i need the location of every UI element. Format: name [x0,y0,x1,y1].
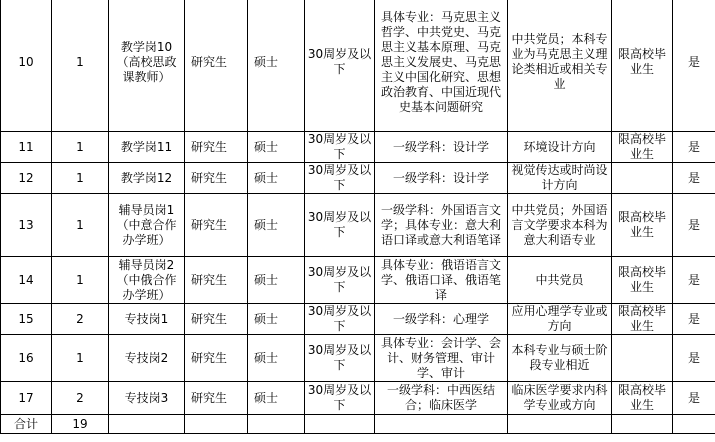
major-requirement: 具体专业：俄语语言文学、俄语口译、俄语笔译 [375,257,508,304]
degree-cell: 硕士 [248,163,305,194]
education-cell: 研究生 [185,257,248,304]
post-name: 专技岗3 [109,382,185,415]
post-name: 辅导员岗2（中俄合作办学班） [109,257,185,304]
table-row [1,194,715,257]
age-requirement: 30周岁及以下 [305,194,375,257]
candidate-source [612,335,673,382]
age-requirement: 30周岁及以下 [305,163,375,194]
position-count: 2 [52,304,109,335]
education-cell: 研究生 [185,335,248,382]
position-count: 1 [52,0,109,132]
row-number: 12 [1,163,52,194]
other-requirement: 中共党员 [508,257,612,304]
degree-cell: 硕士 [248,194,305,257]
other-requirement: 视觉传达或时尚设计方向 [508,163,612,194]
post-name: 教学岗10（高校思政课教师） [109,0,185,132]
position-count: 1 [52,194,109,257]
education-cell: 研究生 [185,304,248,335]
row-number: 15 [1,304,52,335]
major-requirement: 一级学科：设计学 [375,132,508,163]
flag-cell: 是 [673,257,715,304]
empty-cell [673,415,715,434]
major-requirement: 一级学科：设计学 [375,163,508,194]
row-number: 11 [1,132,52,163]
age-requirement: 30周岁及以下 [305,257,375,304]
degree-cell: 硕士 [248,304,305,335]
table-row [1,382,715,415]
other-requirement: 中共党员；外国语言文学要求本科为意大利语专业 [508,194,612,257]
other-requirement: 中共党员；本科专业为马克思主义理论类相近或相关专业 [508,0,612,132]
row-number: 16 [1,335,52,382]
table-row [1,132,715,163]
post-name: 教学岗12 [109,163,185,194]
major-requirement: 一级学科：心理学 [375,304,508,335]
age-requirement: 30周岁及以下 [305,304,375,335]
position-count: 1 [52,132,109,163]
position-count: 1 [52,163,109,194]
education-cell: 研究生 [185,132,248,163]
degree-cell: 硕士 [248,335,305,382]
empty-cell [248,415,305,434]
empty-cell [185,415,248,434]
degree-cell: 硕士 [248,132,305,163]
flag-cell: 是 [673,304,715,335]
other-requirement: 应用心理学专业或方向 [508,304,612,335]
education-cell: 研究生 [185,194,248,257]
flag-cell: 是 [673,163,715,194]
candidate-source: 限高校毕业生 [612,194,673,257]
candidate-source: 限高校毕业生 [612,132,673,163]
row-number: 13 [1,194,52,257]
major-requirement: 具体专业：马克思主义哲学、中共党史、马克思主义基本原理、马克思主义发展史、马克思主义中国化研究、思想政治教育、中国近现代史基本问题研究 [375,0,508,132]
candidate-source: 限高校毕业生 [612,304,673,335]
other-requirement: 临床医学要求内科学专业或方向 [508,382,612,415]
table-row [1,335,715,382]
age-requirement: 30周岁及以下 [305,132,375,163]
empty-cell [375,415,508,434]
empty-cell [305,415,375,434]
table-row [1,304,715,335]
flag-cell: 是 [673,335,715,382]
total-row [1,415,715,434]
row-number: 10 [1,0,52,132]
table-row [1,163,715,194]
age-requirement: 30周岁及以下 [305,382,375,415]
position-count: 1 [52,257,109,304]
flag-cell: 是 [673,194,715,257]
position-count: 2 [52,382,109,415]
candidate-source: 限高校毕业生 [612,0,673,132]
other-requirement: 本科专业与硕士阶段专业相近 [508,335,612,382]
degree-cell: 硕士 [248,382,305,415]
degree-cell: 硕士 [248,257,305,304]
major-requirement: 一级学科：外国语言文学；具体专业：意大利语口译或意大利语笔译 [375,194,508,257]
total-label: 合计 [1,415,52,434]
age-requirement: 30周岁及以下 [305,335,375,382]
flag-cell: 是 [673,132,715,163]
table-row [1,0,715,132]
education-cell: 研究生 [185,382,248,415]
row-number: 17 [1,382,52,415]
candidate-source: 限高校毕业生 [612,382,673,415]
table-row [1,257,715,304]
major-requirement: 一级学科：中西医结合；临床医学 [375,382,508,415]
other-requirement: 环境设计方向 [508,132,612,163]
candidate-source: 限高校毕业生 [612,257,673,304]
total-value: 19 [52,415,109,434]
row-number: 14 [1,257,52,304]
position-count: 1 [52,335,109,382]
major-requirement: 具体专业：会计学、会计、财务管理、审计学、审计 [375,335,508,382]
post-name: 专技岗2 [109,335,185,382]
education-cell: 研究生 [185,0,248,132]
degree-cell: 硕士 [248,0,305,132]
flag-cell: 是 [673,382,715,415]
empty-cell [508,415,612,434]
candidate-source [612,163,673,194]
empty-cell [612,415,673,434]
empty-cell [109,415,185,434]
age-requirement: 30周岁及以下 [305,0,375,132]
post-name: 专技岗1 [109,304,185,335]
flag-cell: 是 [673,0,715,132]
post-name: 辅导员岗1（中意合作办学班） [109,194,185,257]
education-cell: 研究生 [185,163,248,194]
post-name: 教学岗11 [109,132,185,163]
